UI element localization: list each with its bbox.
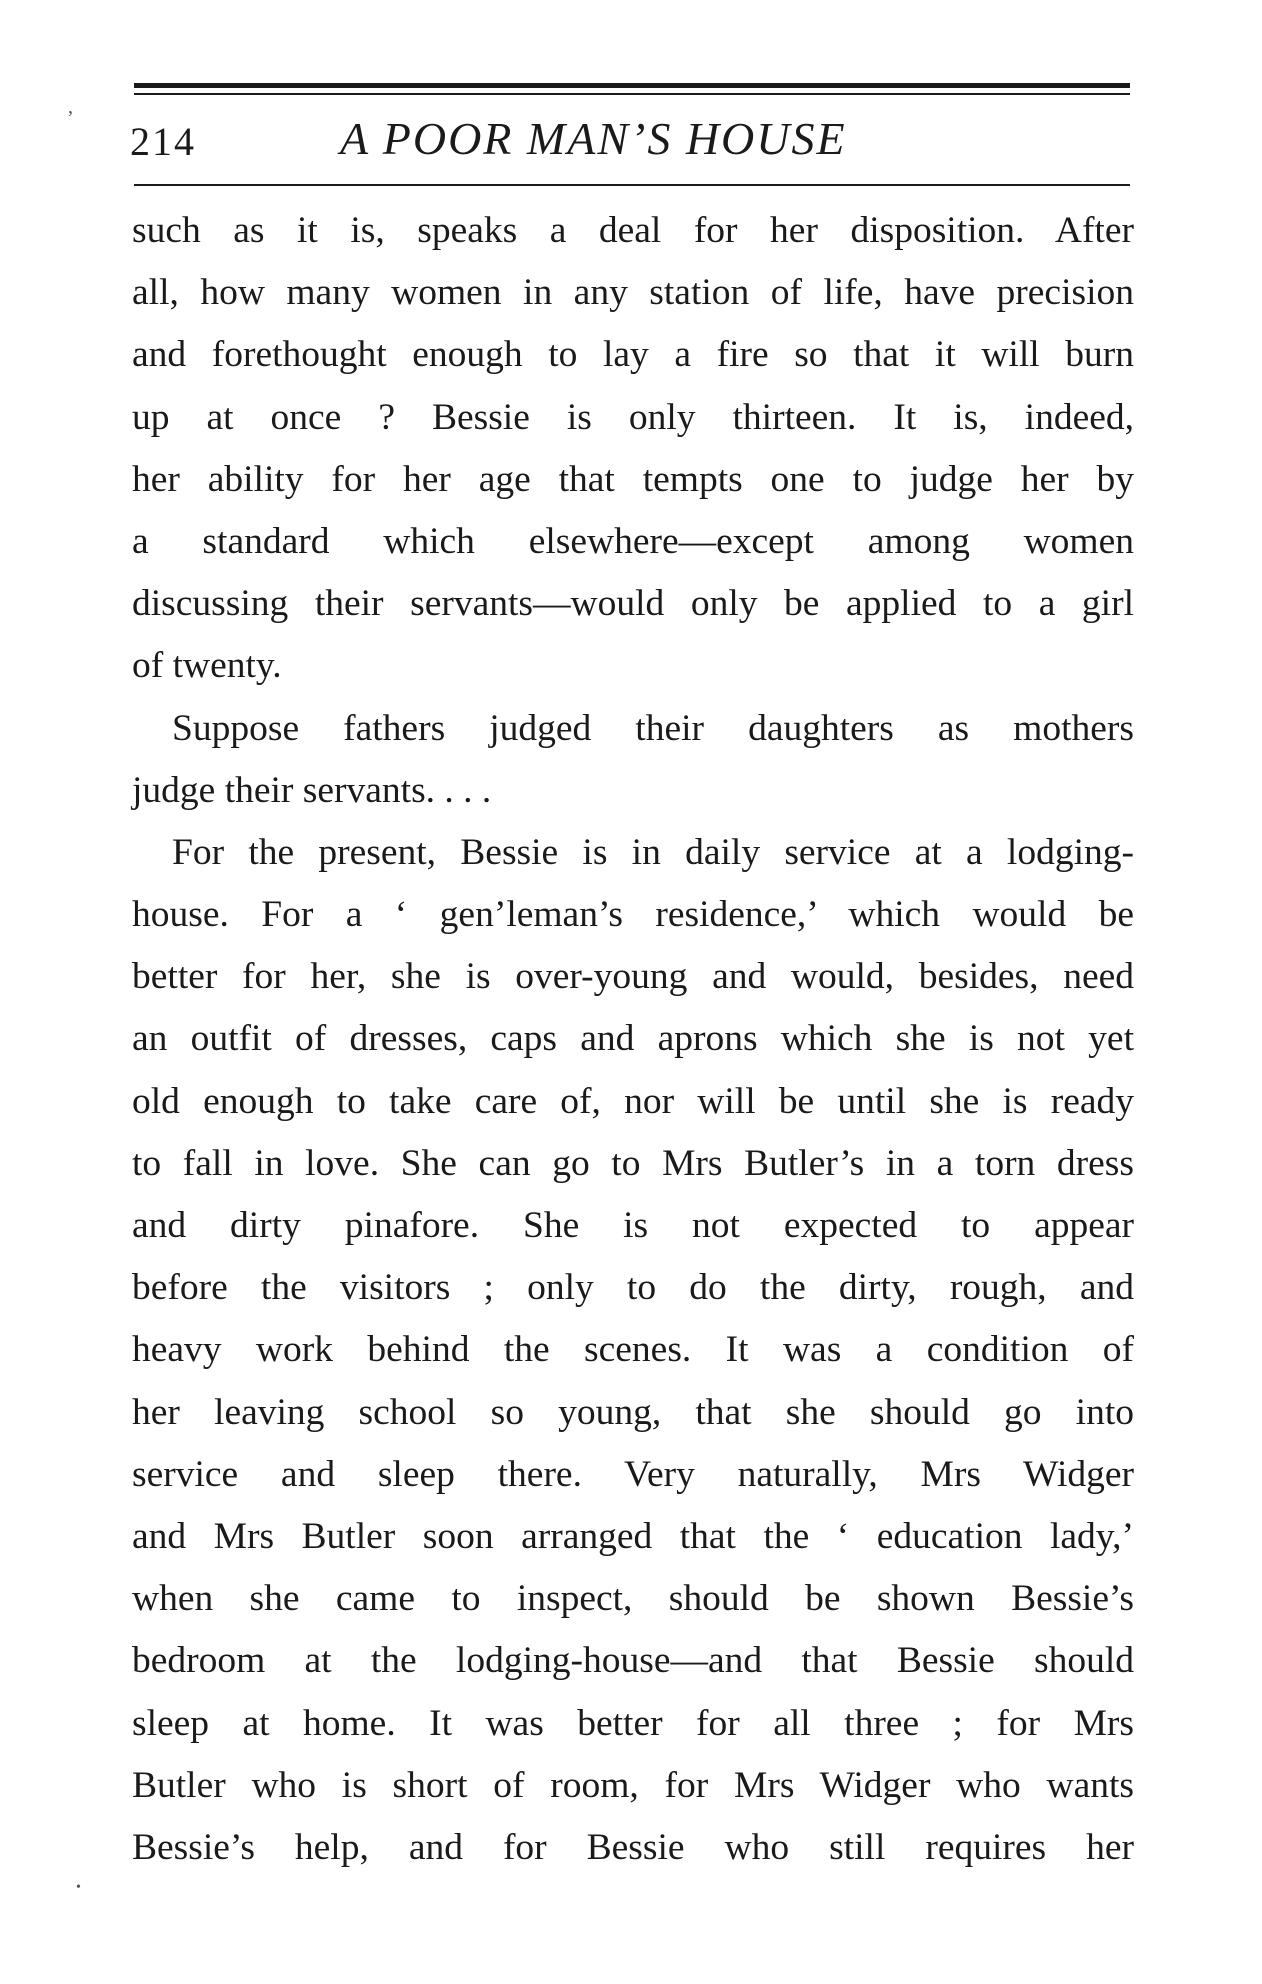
text-line: Bessie’s help, and for Bessie who still requires her [132, 1826, 1134, 1868]
text-line: Butler who is short of room, for Mrs Widger who wants [132, 1764, 1134, 1806]
text-line: old enough to take care of, nor will be until she is ready [132, 1080, 1134, 1122]
text-line: bedroom at the lodging-house—and that Bessie should [132, 1640, 1134, 1682]
text-line: heavy work behind the scenes. It was a condition of [132, 1329, 1134, 1371]
body-text [132, 200, 1134, 1879]
text-line: all, how many women in any station of life, have precision [132, 272, 1134, 314]
header-rule-under [134, 184, 1130, 186]
header-rule-thick [134, 83, 1130, 88]
text-line: an outfit of dresses, caps and aprons which she is not yet [132, 1018, 1134, 1060]
text-line: such as it is, speaks a deal for her disposition. After [132, 210, 1134, 251]
text-line: her ability for her age that tempts one to judge her by [132, 458, 1134, 500]
text-line: For the present, Bessie is in daily service at a lodging- [172, 831, 1134, 873]
running-title: A POOR MAN’S HOUSE [340, 113, 847, 164]
margin-mark: , [68, 96, 73, 118]
text-line: when she came to inspect, should be shown Bessie’s [132, 1578, 1134, 1620]
text-line: to fall in love. She can go to Mrs Butler’s in a torn dress [132, 1142, 1134, 1184]
text-line: better for her, she is over-young and would, besides, need [132, 956, 1134, 998]
text-line: judge their servants. . . . [132, 769, 492, 811]
text-line: of twenty. [132, 645, 282, 687]
text-line: sleep at home. It was better for all three ; for Mrs [132, 1702, 1134, 1744]
text-line: and dirty pinafore. She is not expected to appear [132, 1205, 1134, 1246]
page-number: 214 [130, 119, 196, 164]
text-line: and Mrs Butler soon arranged that the ‘ education lady,’ [132, 1515, 1134, 1557]
text-line: a standard which elsewhere—except among women [132, 520, 1134, 562]
header-rule-thin [134, 93, 1130, 95]
text-line: before the visitors ; only to do the dirty, rough, and [132, 1267, 1134, 1309]
text-line: house. For a ‘ gen’leman’s residence,’ which would be [132, 894, 1134, 936]
text-line: service and sleep there. Very naturally, Mrs Widger [132, 1453, 1134, 1495]
text-line: her leaving school so young, that she should go into [132, 1391, 1134, 1433]
text-line: up at once ? Bessie is only thirteen. It is, indeed, [132, 396, 1134, 438]
text-line: Suppose fathers judged their daughters as mothers [172, 707, 1134, 749]
text-line: discussing their servants—would only be applied to a girl [132, 583, 1134, 625]
text-line: and forethought enough to lay a fire so that it will burn [132, 334, 1134, 376]
margin-dot: • [76, 1880, 81, 1895]
